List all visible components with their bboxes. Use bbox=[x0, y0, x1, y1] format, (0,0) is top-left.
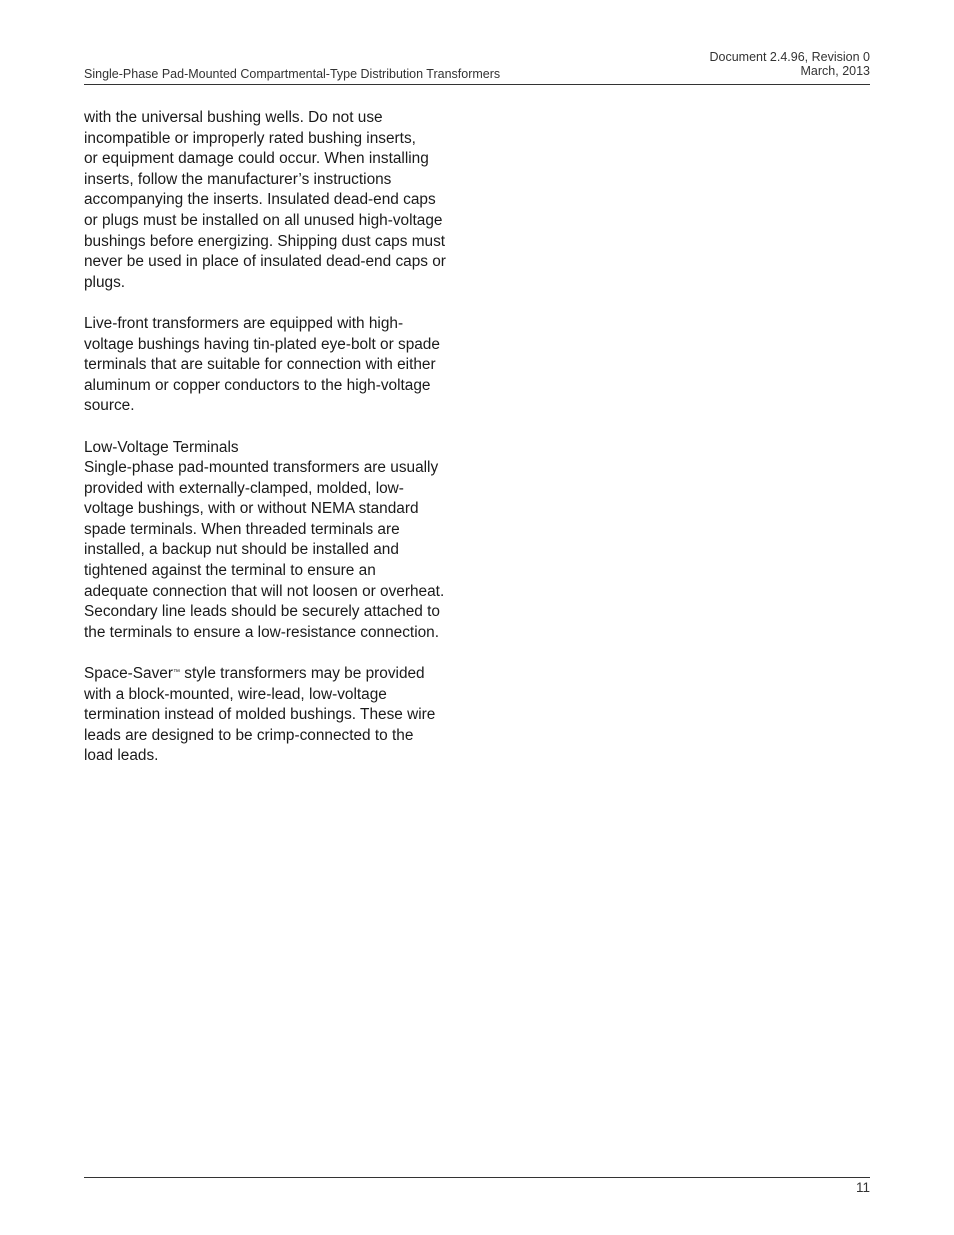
paragraph-space-saver bbox=[84, 664, 484, 767]
page-footer bbox=[84, 1177, 870, 1195]
brand-name: Space-Saver bbox=[84, 665, 173, 683]
page-header bbox=[84, 48, 870, 85]
body-column bbox=[84, 108, 484, 788]
section-heading-low-voltage-terminals: Low-Voltage Terminals bbox=[84, 438, 239, 456]
paragraph-live-front: Live-front transformers are equipped with high- voltage bushings having tin-plated eye-bolt or spade terminals that are suitable for connection with either aluminum or copper conductors to the high-voltage source. bbox=[84, 314, 440, 415]
document-revision: Document 2.4.96, Revision 0 bbox=[709, 50, 870, 64]
trademark-symbol: ™ bbox=[172, 669, 180, 677]
document-date: March, 2013 bbox=[800, 64, 870, 78]
paragraph-space-saver-text: style transformers may be provided with a block-mounted, wire-lead, low-voltage termination instead of molded bushings. These wire leads are designed to be crimp-connected to the load leads. bbox=[84, 665, 436, 765]
header-meta bbox=[709, 50, 870, 78]
paragraph-low-voltage-bushings: Single-phase pad-mounted transformers are usually provided with externally-clamped, molded, low- voltage bushings, with or without NEMA standard spade terminals. When threaded terminals are installed, a backup nut should be installed and tightened against the terminal to ensure an adequate connection that will not loosen or overheat. Secondary line leads should be securely attached to the terminals to ensure a low-resistance connection. bbox=[84, 459, 445, 641]
page-number: 11 bbox=[855, 1180, 870, 1195]
header-title: Single-Phase Pad-Mounted Compartmental-Type Distribution Transformers bbox=[84, 67, 501, 81]
paragraph-bushing-inserts: with the universal bushing wells. Do not use incompatible or improperly rated bushing inserts, or equipment damage could occur. When installing inserts, follow the manufacturer’s instructions accompanying the inserts. Insulated dead-end caps or plugs must be installed on all unused high-voltage bushings before energizing. Shipping dust caps must never be used in place of insulated dead-end caps or plugs. bbox=[84, 109, 446, 291]
